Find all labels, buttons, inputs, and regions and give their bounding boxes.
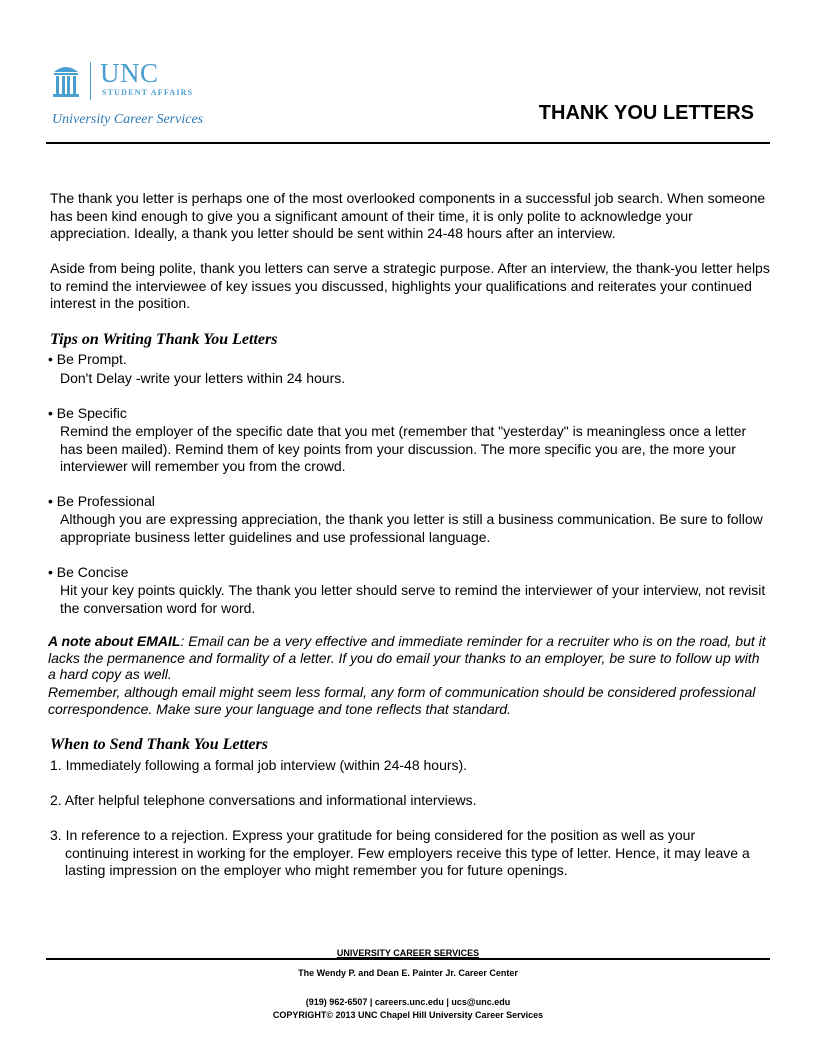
page-title: THANK YOU LETTERS	[538, 102, 754, 124]
tips-heading: Tips on Writing Thank You Letters	[50, 331, 278, 348]
logo-tagline: University Career Services	[52, 112, 204, 127]
email-note-text: : Email can be a very effective and immediate reminder for a recruiter who is on the road, but it lacks the permanence and formality of a letter. If you do email your thanks to an employer, be sure to follow up with a hard copy as well.	[48, 633, 766, 682]
unc-logo	[52, 60, 212, 130]
tip-title-prompt: • Be Prompt.	[48, 351, 127, 367]
tip-body-professional: Although you are expressing appreciation, the thank you letter is still a business communication. Be sure to follow appropriate business letter guidelines and use professional language.	[60, 511, 763, 545]
tip-title-concise: • Be Concise	[48, 564, 129, 580]
logo-unc-text: UNC	[100, 58, 159, 88]
tip-body-concise: Hit your key points quickly. The thank you letter should serve to remind the interviewer of your interview, not revisit the conversation word for word.	[60, 582, 766, 616]
tip-title-professional: • Be Professional	[48, 493, 155, 509]
email-note	[48, 633, 768, 683]
list-item-text: 1. Immediately following a formal job interview (within 24-48 hours).	[50, 757, 468, 773]
intro-paragraph-1: The thank you letter is perhaps one of the most overlooked components in a successful job search. When someone has been kind enough to give you a significant amount of their time, it is only polite to acknowledge your appreciation. Ideally, a thank you letter should be sent within 24-48 hours after an interview.	[50, 190, 766, 241]
email-note-lead: A note about EMAIL	[48, 633, 181, 649]
tip-body-specific: Remind the employer of the specific date that you met (remember that "yesterday" is meaningless once a letter has been mailed). Remind them of key points from your discussion. The more specific you are, the more your interviewer will remember you from the crowd.	[60, 423, 747, 474]
list-item-continuation: continuing interest in working for the employer. Few employers receive this type of letter. Hence, it may leave a lasting impression on the employer who might remember you for future openings.	[65, 844, 750, 878]
header-divider	[46, 142, 770, 144]
tip-title-specific: • Be Specific	[48, 405, 127, 421]
footer-divider	[46, 958, 770, 960]
list-item-text: 2. After helpful telephone conversations and informational interviews.	[50, 792, 477, 808]
logo-divider	[90, 62, 91, 100]
list-item	[50, 757, 770, 775]
list-item	[50, 827, 770, 880]
when-heading: When to Send Thank You Letters	[50, 736, 268, 753]
footer-career-center: The Wendy P. and Dean E. Painter Jr. Career Center	[298, 968, 518, 978]
list-item-text: 3. In reference to a rejection. Express your gratitude for being considered for the position as well as your	[50, 827, 696, 843]
logo-subtitle: STUDENT AFFAIRS	[102, 88, 194, 97]
footer-title: UNIVERSITY CAREER SERVICES	[336, 948, 480, 958]
intro-paragraph-2: Aside from being polite, thank you letters can serve a strategic purpose. After an interview, the thank-you letter helps to remind the interviewee of key issues you discussed, highlights your qualifications and reiterates your continued interest in the position.	[50, 260, 770, 311]
tip-body-prompt: Don't Delay -write your letters within 24 hours.	[60, 370, 346, 386]
old-well-icon	[52, 64, 80, 98]
email-note-reminder: Remember, although email might seem less formal, any form of communication should be considered professional correspondence. Make sure your language and tone reflects that standard.	[48, 684, 756, 717]
footer-copyright: COPYRIGHT© 2013 UNC Chapel Hill University Career Services	[272, 1010, 544, 1020]
list-item	[50, 792, 770, 810]
footer-contact: (919) 962-6507 | careers.unc.edu | ucs@unc.edu	[305, 997, 511, 1007]
